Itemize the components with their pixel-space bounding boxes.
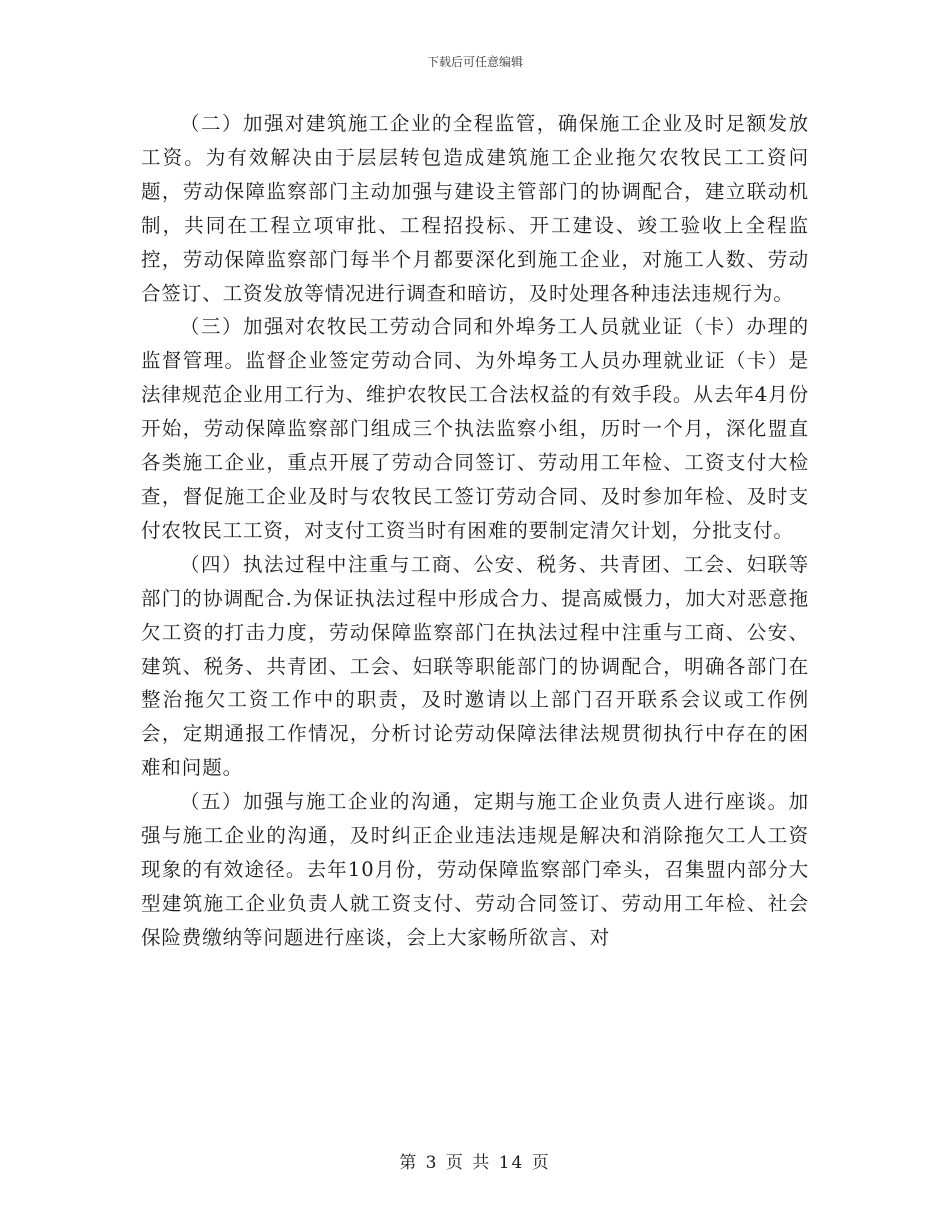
paragraph-2: （二）加强对建筑施工企业的全程监管，确保施工企业及时足额发放工资。为有效解决由于层层转包造成建筑施工企业拖欠农牧民工工资问题，劳动保障监察部门主动加强与建设主管部门的协调配合，建立联动机制，共同在工程立项审批、工程招投标、开工建设、竣工验收上全程监控，劳动保障监察部门每半个月都要深化到施工企业，对施工人数、劳动合签订、工资发放等情况进行调查和暗访，及时处理各种违法违规行为。 [141,112,809,305]
paragraph-4: （四）执法过程中注重与工商、公安、税务、共青团、工会、妇联等部门的协调配合.为保证执法过程中形成合力、提高威慑力，加大对恶意拖欠工资的打击力度，劳动保障监察部门在执法过程中注重与工商、公安、建筑、税务、共青团、工会、妇联等职能部门的协调配合，明确各部门在整治拖欠工资工作中的职责，及时邀请以上部门召开联系会议或工作例会，定期通报工作情况，分析讨论劳动保障法律法规贯彻执行中存在的困难和问题。 [141,552,809,780]
document-body [141,107,809,955]
paragraph-3: （三）加强对农牧民工劳动合同和外埠务工人员就业证（卡）办理的监督管理。监督企业签定劳动合同、为外埠务工人员办理就业证（卡）是法律规范企业用工行为、维护农牧民工合法权益的有效手段。从去年4月份开始，劳动保障监察部门组成三个执法监察小组，历时一个月，深化盟直各类施工企业，重点开展了劳动合同签订、劳动用工年检、工资支付大检查，督促施工企业及时与农牧民工签订劳动合同、及时参加年检、及时支付农牧民工工资，对支付工资当时有困难的要制定清欠计划，分批支付。 [141,315,809,542]
page-header: 下载后可任意编辑 [426,55,523,69]
page-footer: 第 3 页 共 14 页 [399,1153,551,1173]
paragraph-5: （五）加强与施工企业的沟通，定期与施工企业负责人进行座谈。加强与施工企业的沟通，及时纠正企业违法违规是解决和消除拖欠工人工资现象的有效途径。去年10月份，劳动保障监察部门牵头，召集盟内部分大型建筑施工企业负责人就工资支付、劳动合同签订、劳动用工年检、社会保险费缴纳等问题进行座谈，会上大家畅所欲言、对 [141,790,809,949]
